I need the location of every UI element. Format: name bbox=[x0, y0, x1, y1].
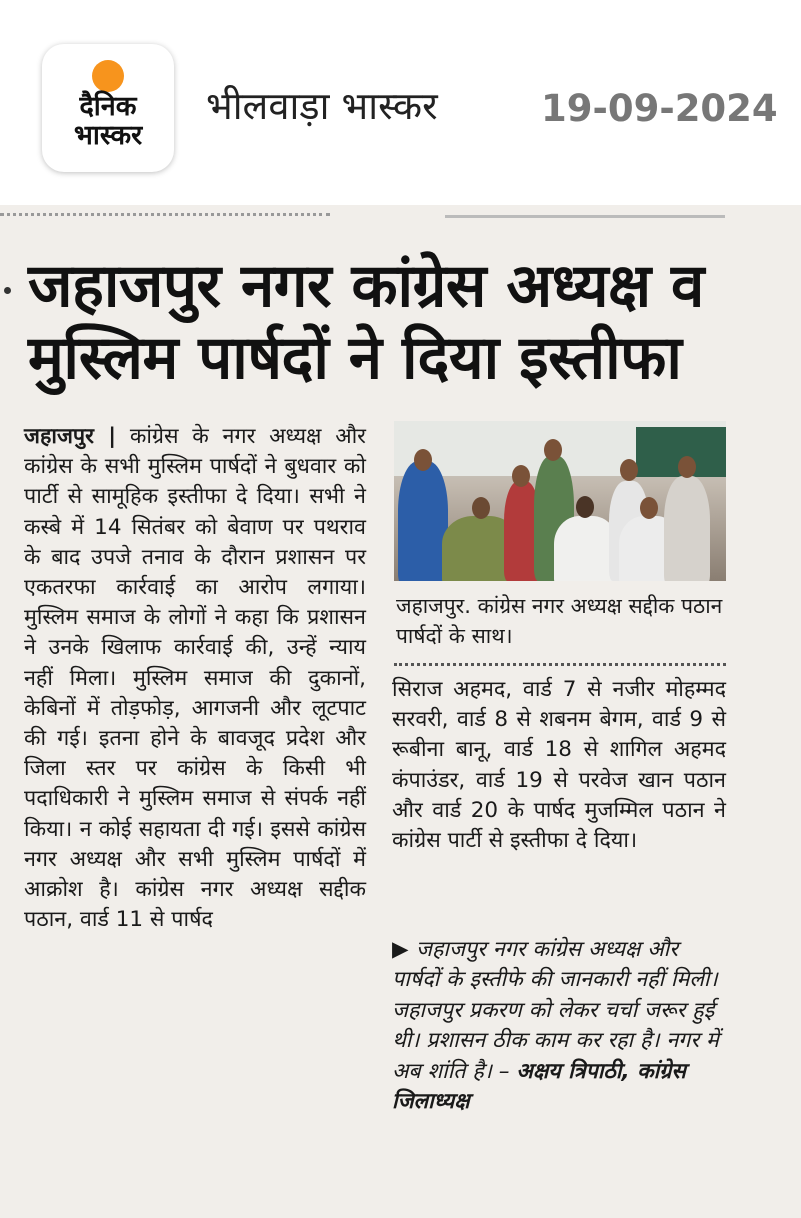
sun-icon bbox=[92, 60, 124, 92]
article-body-column-2: सिराज अहमद, वार्ड 7 से नजीर मोहम्मद सरवरी, वार्ड 8 से शबनम बेगम, वार्ड 9 से रूबीना बानू, वार्ड 18 से शागिल अहमद कंपाउंडर, वार्ड 19 से परवेज खान पठान और वार्ड 20 के पार्षद मुजम्मिल पठान ने कांग्रेस पार्टी से इस्तीफा दे दिया। bbox=[392, 677, 726, 854]
logo-text-line2: भास्कर bbox=[73, 120, 143, 151]
app-header bbox=[0, 0, 801, 200]
logo-text-line1: दैनिक bbox=[79, 91, 137, 122]
person-figure bbox=[664, 476, 710, 581]
edition-date: 19-09-2024 bbox=[541, 87, 778, 130]
dateline: जहाजपुर | bbox=[24, 424, 117, 449]
divider bbox=[394, 663, 726, 666]
dainik-bhaskar-logo[interactable] bbox=[42, 44, 174, 172]
person-head bbox=[576, 496, 594, 518]
person-head bbox=[414, 449, 432, 471]
photo-caption: जहाजपुर. कांग्रेस नगर अध्यक्ष सद्दीक पठान पार्षदों के साथ। bbox=[396, 594, 723, 648]
person-head bbox=[640, 497, 658, 519]
article-photo bbox=[394, 421, 726, 581]
bullet-icon bbox=[4, 287, 11, 294]
quote-marker-icon: ▶ bbox=[392, 937, 417, 962]
person-head bbox=[472, 497, 490, 519]
article-body-column-1 bbox=[24, 422, 366, 935]
divider bbox=[445, 215, 725, 218]
divider bbox=[0, 213, 330, 219]
pull-quote bbox=[392, 935, 722, 1117]
person-head bbox=[620, 459, 638, 481]
newspaper-clipping bbox=[0, 205, 801, 1218]
article-headline: जहाजपुर नगर कांग्रेस अध्यक्ष व मुस्लिम पार्षदों ने दिया इस्तीफा bbox=[28, 251, 704, 393]
quote-attribution: अक्षय त्रिपाठी, कांग्रेस जिलाध्यक्ष bbox=[392, 1058, 686, 1115]
body-text-1: कांग्रेस के नगर अध्यक्ष और कांग्रेस के सभी मुस्लिम पार्षदों ने बुधवार को पार्टी से सामूहिक इस्तीफा दे दिया। सभी ने कस्बे में 14 सितंबर को बेवाण पर पथराव के बाद उपजे तनाव के दौरान प्रशासन पर एकतरफा कार्रवाई का आरोप लगाया। मुस्लिम समाज के लोगों ने कहा कि प्रशासन ने उनके खिलाफ कार्रवाई की, उन्हें न्याय नहीं मिला। मुस्लिम समाज की दुकानों, केबिनों में तोड़फोड़, आगजनी और लूटपाट की गई। इतना होने के बावजूद प्रदेश और जिला स्तर पर कांग्रेस के किसी भी पदाधिकारी ने मुस्लिम समाज से संपर्क नहीं किया। न कोई सहायता दी गई। इससे कांग्रेस नगर अध्यक्ष और सभी मुस्लिम पार्षदों में आक्रोश है। कांग्रेस नगर अध्यक्ष सद्दीक पठान, वार्ड 11 से पार्षद bbox=[24, 424, 366, 933]
edition-title: भीलवाड़ा भास्कर bbox=[206, 84, 438, 128]
person-head bbox=[512, 465, 530, 487]
person-head bbox=[678, 456, 696, 478]
person-head bbox=[544, 439, 562, 461]
quote-text: जहाजपुर नगर कांग्रेस अध्यक्ष और पार्षदों के इस्तीफे की जानकारी नहीं मिली। जहाजपुर प्रकरण को लेकर चर्चा जरूर हुई थी। प्रशासन ठीक काम कर रहा है। नगर में अब शांति है। – bbox=[392, 937, 719, 1084]
person-figure bbox=[398, 461, 448, 581]
